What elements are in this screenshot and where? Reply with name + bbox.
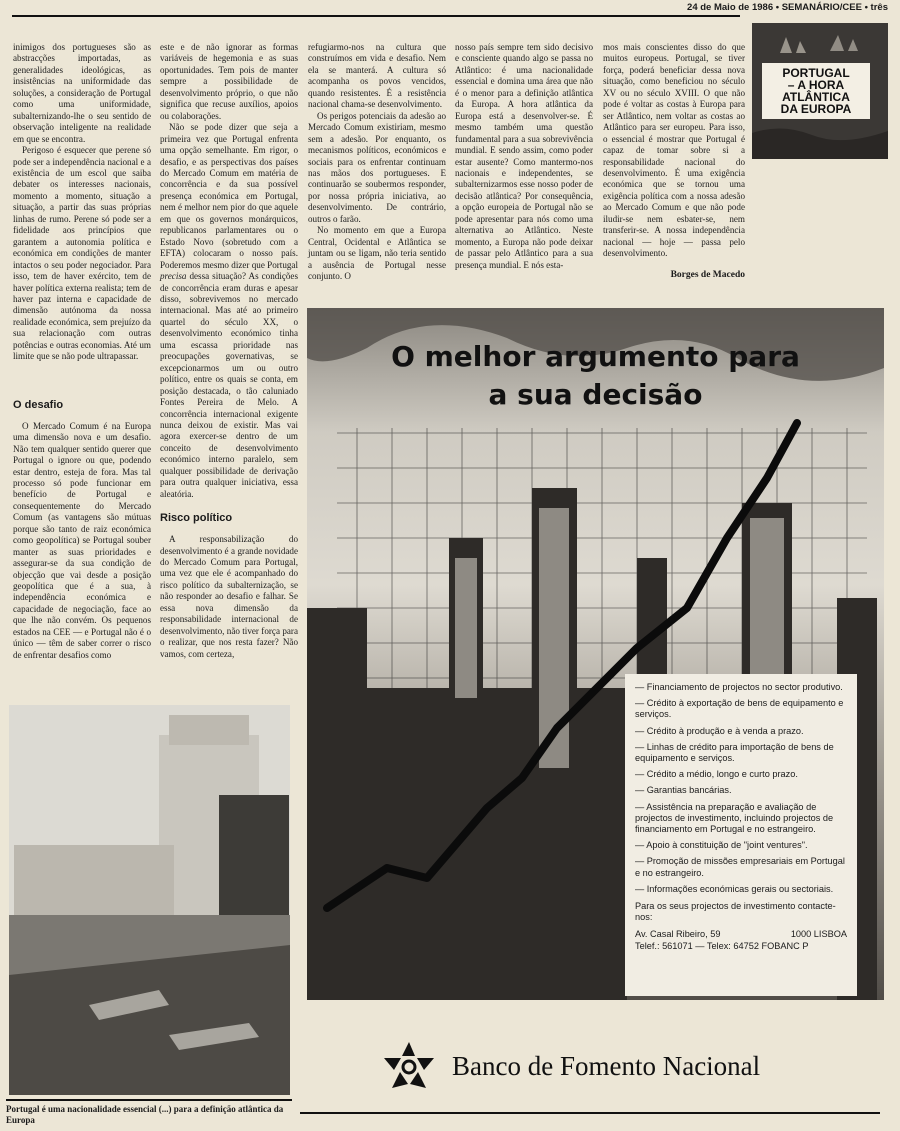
inset-label — [762, 63, 870, 119]
paragraph: nosso país sempre tem sido decisivo e consciente quando algo se passa no Atlântico: é uma nacionalidade essencial e domina uma área que não é o menor para a definição atlântica da Europa. A hora atlântica da Europa está a desenvolver-se. É mesmo também uma questão fundamental para a sua sobrevivência mundial. E sendo assim, como poder estar ausente? Como mantermo-nos nacionais e independentes, se subalternizarmos esse nosso poder de decisão atlântica? Por consequência, a opção europeia de Portugal não se pode apresentar para nós como uma alternativa ao Atlântico. Neste momento, a Europa não pode deixar de passar pelo Atlântico para a sua presença mundial. E nós esta- — [455, 42, 593, 270]
service-item: — Informações económicas gerais ou sectoriais. — [635, 883, 834, 894]
inset-line: PORTUGAL — [782, 66, 850, 80]
service-item: — Financiamento de projectos no sector produtivo. — [635, 682, 843, 692]
bottom-rule-right — [300, 1112, 880, 1114]
article-column-4 — [455, 42, 593, 271]
page-header — [0, 0, 900, 16]
section-heading: Risco político — [160, 512, 233, 525]
section-heading: O desafio — [13, 398, 64, 411]
inset-line: – A HORA — [787, 78, 845, 92]
article-column-3 — [308, 42, 446, 283]
service-item: — Crédito à produção e à venda a prazo. — [635, 725, 804, 736]
bank-star-logo-icon — [380, 1040, 438, 1092]
article-column-1 — [13, 42, 151, 661]
inset-line: DA EUROPA — [780, 102, 852, 116]
emphasis: precisa — [160, 271, 187, 282]
ad-headline-line: a sua decisão — [488, 378, 703, 411]
author-signature: Borges de Macedo — [670, 269, 745, 280]
phone-telex: Telef.: 561071 — Telex: 64752 FOBANC P — [635, 940, 809, 951]
paragraph: refugiarmo-nos na cultura que construímos em vida e desafio. Nem ela se manterá. A cultura só acompanha os povos vencidos, quando resistentes. É a resistência nacional chama-se desenvolvimento. — [308, 42, 446, 110]
header-text: 24 de Maio de 1986 • SEMANÁRIO/CEE • três — [687, 2, 888, 13]
service-item: — Apoio à constituição de "joint ventures". — [635, 840, 808, 851]
address-line — [635, 929, 847, 940]
service-item: — Garantias bancárias. — [635, 785, 732, 796]
services-box — [625, 674, 857, 996]
street-address: Av. Casal Ribeiro, 59 — [635, 929, 721, 940]
paragraph: este e de não ignorar as formas variáveis de hegemonia e as suas oportunidades. Tem pois de manter sempre a possibilidade de desenvolvimento próprio, o que não significa que recuse auxílios, apoios ou colaborações. — [160, 42, 298, 121]
tower-illustration — [9, 705, 290, 1095]
bank-name: Banco de Fomento Nacional — [452, 1050, 761, 1081]
contact-text: Para os seus projectos de investimento contacte-nos: — [635, 901, 836, 923]
city: 1000 LISBOA — [790, 929, 847, 940]
paragraph: No momento em que a Europa Central, Ocidental e Atlântica se juntam ou se ligam, não teria sentido a ausência de Portugal nesse conjunto. O — [308, 225, 446, 282]
paragraph: O Mercado Comum é na Europa uma dimensão nova e um desafio. Não tem qualquer sentido querer que Portugal o ignore ou que, podendo estar dentro, esteja de fora. Mas tal processo só pode funcionar em benefício de Portugal e consequentemente do Mercado Comum (as vantagens são mútuas porque são tanto de raiz económica como geopolítica) se Portugal souber manter as suas prioridades e assegurar-se da sua condição de objecção que vai desde a posição geopolítica que é a sua, à independência económica e capacidade de negociação, face ao que lhe não convém. Os pequenos estados na CEE — e Portugal não é o único — têm de saber correr o risco de enfrentar desafios como — [13, 420, 151, 660]
paragraph: inimigos dos portugueses são as abstracções importadas, as generalidades ideológicas, as insistências na uniformidade das soluções, a consideração de Portugal como uma uniformidade, subalternizando-lhe o seu sentido de observação inteligente na realidade em que se encontra. — [13, 42, 151, 144]
service-item: — Promoção de missões empresariais em Portugal e no estrangeiro. — [635, 856, 845, 878]
service-item: — Linhas de crédito para importação de bens de equipamento e serviços. — [635, 741, 834, 764]
bottom-rule-left — [6, 1099, 292, 1101]
photo-caption: Portugal é uma nacionalidade essencial (...) para a definição atlântica da Europa — [6, 1104, 284, 1125]
paragraph — [160, 122, 298, 500]
service-item: — Assistência na preparação e avaliação de projectos de investimento, incluindo projectos de financiamento em Portugal e no estrangeiro. — [635, 801, 834, 835]
service-item: — Crédito à exportação de bens de equipamento e serviços. — [635, 698, 844, 720]
paragraph: A responsabilização do desenvolvimento é a grande novidade do Mercado Comum para Portugal, uma vez que ele é acompanhado do risco político da subalternização, se não responder ao desafio e falhar. Se essa nova dimensão da responsabilidade internacional de desenvolvimento, não tiver força para o realizar, que nos resta fazer? Não vamos, com certeza, — [160, 534, 298, 659]
paragraph: Os perigos potenciais da adesão ao Mercado Comum existiriam, mesmo sem a adesão. Por enquanto, os mecanismos políticos, económicos e sociais para os enfrentar continuam nas mãos dos portugueses. E continuarão se soubermos responder, por nossa própria iniciativa, ao desenvolvimento. De contrário, outros o farão. — [308, 110, 446, 224]
bank-advertisement — [307, 308, 884, 1000]
paragraph: Perigoso é esquecer que perene só pode ser a independência nacional e a existência de um escol que saiba debater os interesses nacionais, momento a momento, situação a situação, a partir das suas próprias linhas de rumo. Perene só pode ser a fidelidade aos princípios que garantem a autonomia política e económica em condições de manter intactos o seu poder negociador. Para isso, tem de haver exército, tem de haver política externa realista; tem de haver paz interna e capacidade de dimensão autónoma da nossa realidade económica, sem prejuízo da sua relacionação com outras potências e outras economias. Até um limite que se não pode ultrapassar. — [13, 145, 151, 362]
bank-brand — [380, 1040, 840, 1092]
ad-headline-line: O melhor argumento para — [391, 340, 800, 373]
article-column-5 — [603, 42, 745, 281]
portugal-inset-logo — [752, 23, 888, 159]
paragraph: mos mais conscientes disso do que muitos europeus. Portugal, se tiver força, poderá beneficiar dessa nova situação, como beneficiou no século XV ou no século XVIII. O que não pode é voltar as costas à Europa para ser Atlântico, nem voltar as costas ao Atlântico para ser europeu. Para isso, o essencial é mostrar que Portugal é capaz de tomar sobre si a responsabilidade nacional do desenvolvimento. É uma exigência económica que se tornou uma exigência política com a nossa adesão ao Mercado Comum e que não pode iludir-se nem esbater-se, nem transferir-se. A nossa independência nacional — hoje — passa pelo desenvolvimento. — [603, 42, 745, 259]
service-item: — Crédito a médio, longo e curto prazo. — [635, 769, 798, 780]
article-column-2 — [160, 42, 298, 660]
paragraph-text: dessa situação? As condições de concorrência eram duras e apesar disso, sobrevivemos no mercado internacional. Mas até ao primeiro quartel do século XX, o desenvolvimento económico tinha uma escassa prioridade nas preocupações governativas, se excepcionarmos um ou outro político, entre os quais se conta, em posição destacada, o tão caluniado Fontes Pereira de Melo. A concorrência internacional exigente nunca deixou de existir. Mas vai agora exercer-se dentro de um conceito de desenvolvimento económico interno paralelo, sem qualquer possibilidade de derivação para outra qualquer iniciativa, essa aleatória. — [160, 271, 298, 499]
paragraph-text: Não se pode dizer que seja a primeira vez que Portugal enfrenta uma opção semelhante. Em rigor, o desafio, e as perspectivas dos países do Mercado Comum em matéria de concorrência e da sua possível presença económica em Portugal, nem é melhor nem pior do que aquele em que os governos monárquicos, republicanos parlamentares ou o Estado Novo (sobretudo com a EFTA) colocaram o nosso país. Poderemos mesmo dizer que Portugal — [160, 122, 298, 270]
header-rule — [12, 15, 740, 17]
belem-tower-photo — [9, 705, 290, 1095]
inset-line: ATLÂNTICA — [782, 90, 850, 104]
ad-headline — [307, 338, 884, 414]
